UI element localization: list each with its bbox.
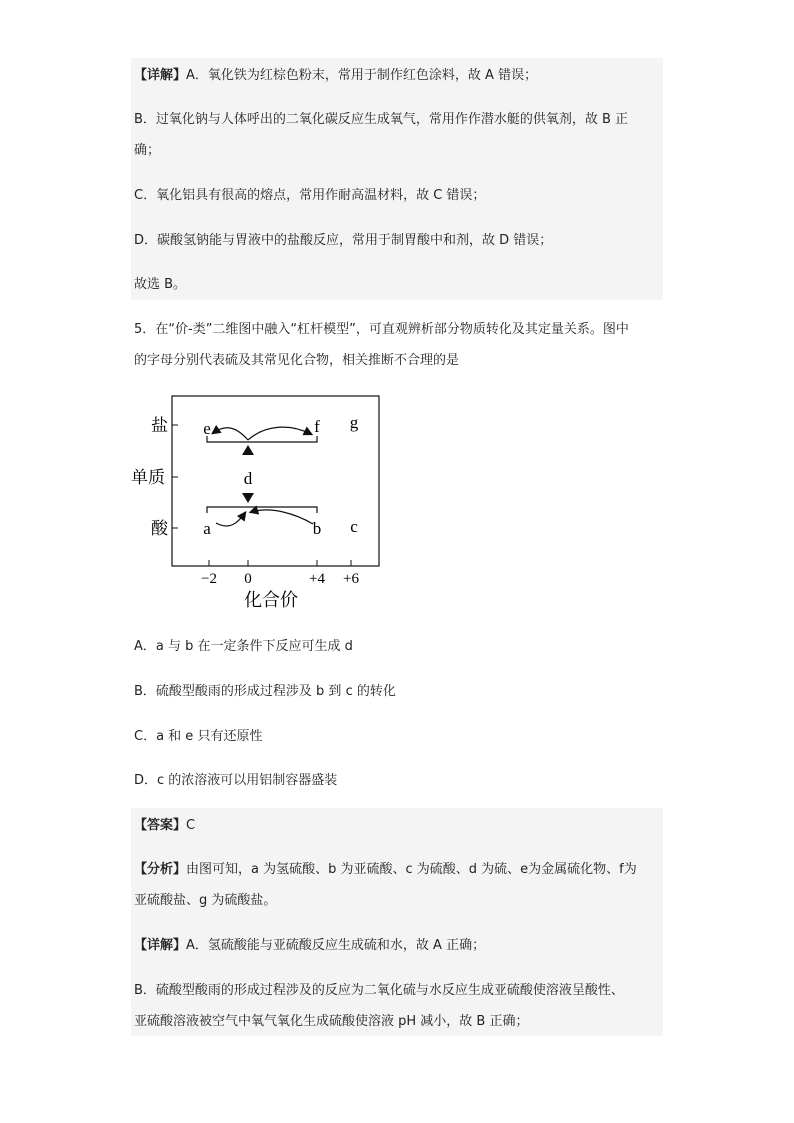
point-e: e xyxy=(203,419,211,438)
arrow-to-e xyxy=(213,428,248,440)
option-d: D．c 的浓溶液可以用铝制容器盛装 xyxy=(134,773,338,788)
prev-detail-a: 【详解】A．氧化铁为红棕色粉末，常用于制作红色涂料，故 A 错误； xyxy=(134,68,538,83)
prev-detail-d: D．碳酸氢钠能与胃液中的盐酸反应，常用于制胃酸中和剂，故 D 错误； xyxy=(134,233,553,248)
detail-b-1: B．硫酸型酸雨的形成过程涉及的反应为二氧化硫与水反应生成亚硫酸使溶液呈酸性、 xyxy=(134,983,624,998)
upper-fulcrum xyxy=(242,445,254,455)
x-tick-pos6: +6 xyxy=(343,571,359,587)
answer-block xyxy=(131,808,663,1036)
prev-detail-b2: 确； xyxy=(134,143,161,158)
prev-detail-b1: B．过氧化钠与人体呼出的二氧化碳反应生成氧气，常用作作潜水艇的供氧剂，故 B 正 xyxy=(134,112,629,127)
upper-lever-bar xyxy=(207,436,317,442)
arrow-a-to-center xyxy=(216,513,245,526)
x-tick-0: 0 xyxy=(244,571,252,587)
point-d: d xyxy=(243,469,253,488)
option-b: B．硫酸型酸雨的形成过程涉及 b 到 c 的转化 xyxy=(134,684,396,699)
arrow-to-f xyxy=(248,427,311,440)
point-g: g xyxy=(349,413,359,432)
point-c: c xyxy=(350,517,358,536)
answer-line: 【答案】C xyxy=(134,818,196,833)
x-tick-pos4: +4 xyxy=(309,571,325,587)
question-stem-1: 5．在“价-类”二维图中融入“杠杆模型”，可直观辨析部分物质转化及其定量关系。图中 xyxy=(134,322,629,337)
lower-fulcrum xyxy=(242,493,254,503)
x-tick-neg2: −2 xyxy=(201,571,217,587)
detail-a: 【详解】A．氢硫酸能与亚硫酸反应生成硫和水，故 A 正确； xyxy=(134,938,486,953)
prev-conclusion: 故选 B。 xyxy=(134,277,187,292)
point-b: b xyxy=(312,519,322,538)
point-f: f xyxy=(314,417,320,436)
y-label-salt: 盐 xyxy=(151,416,168,435)
prev-detail-c: C．氧化铝具有很高的熔点，常用作耐高温材料，故 C 错误； xyxy=(134,188,486,203)
y-label-acid: 酸 xyxy=(151,519,168,538)
option-c: C．a 和 e 只有还原性 xyxy=(134,729,263,744)
option-a: A．a 与 b 在一定条件下反应可生成 d xyxy=(134,639,353,654)
prev-answer-block xyxy=(131,58,663,300)
analysis-line-1: 【分析】由图可知，a 为氢硫酸、b 为亚硫酸、c 为硫酸、d 为硫、e为金属硫化物、f为 xyxy=(134,862,637,877)
diagram-svg xyxy=(131,390,391,620)
valence-class-diagram xyxy=(131,390,391,620)
point-a: a xyxy=(203,519,211,538)
y-label-element: 单质 xyxy=(131,468,165,487)
analysis-line-2: 亚硫酸盐、g 为硫酸盐。 xyxy=(134,893,277,908)
question-stem-2: 的字母分别代表硫及其常见化合物，相关推断不合理的是 xyxy=(134,353,460,368)
detail-b-2: 亚硫酸溶液被空气中氧气氧化生成硫酸使溶液 pH 减小，故 B 正确； xyxy=(134,1014,529,1029)
arrow-b-to-center xyxy=(251,510,313,524)
x-axis-title: 化合价 xyxy=(244,590,298,610)
